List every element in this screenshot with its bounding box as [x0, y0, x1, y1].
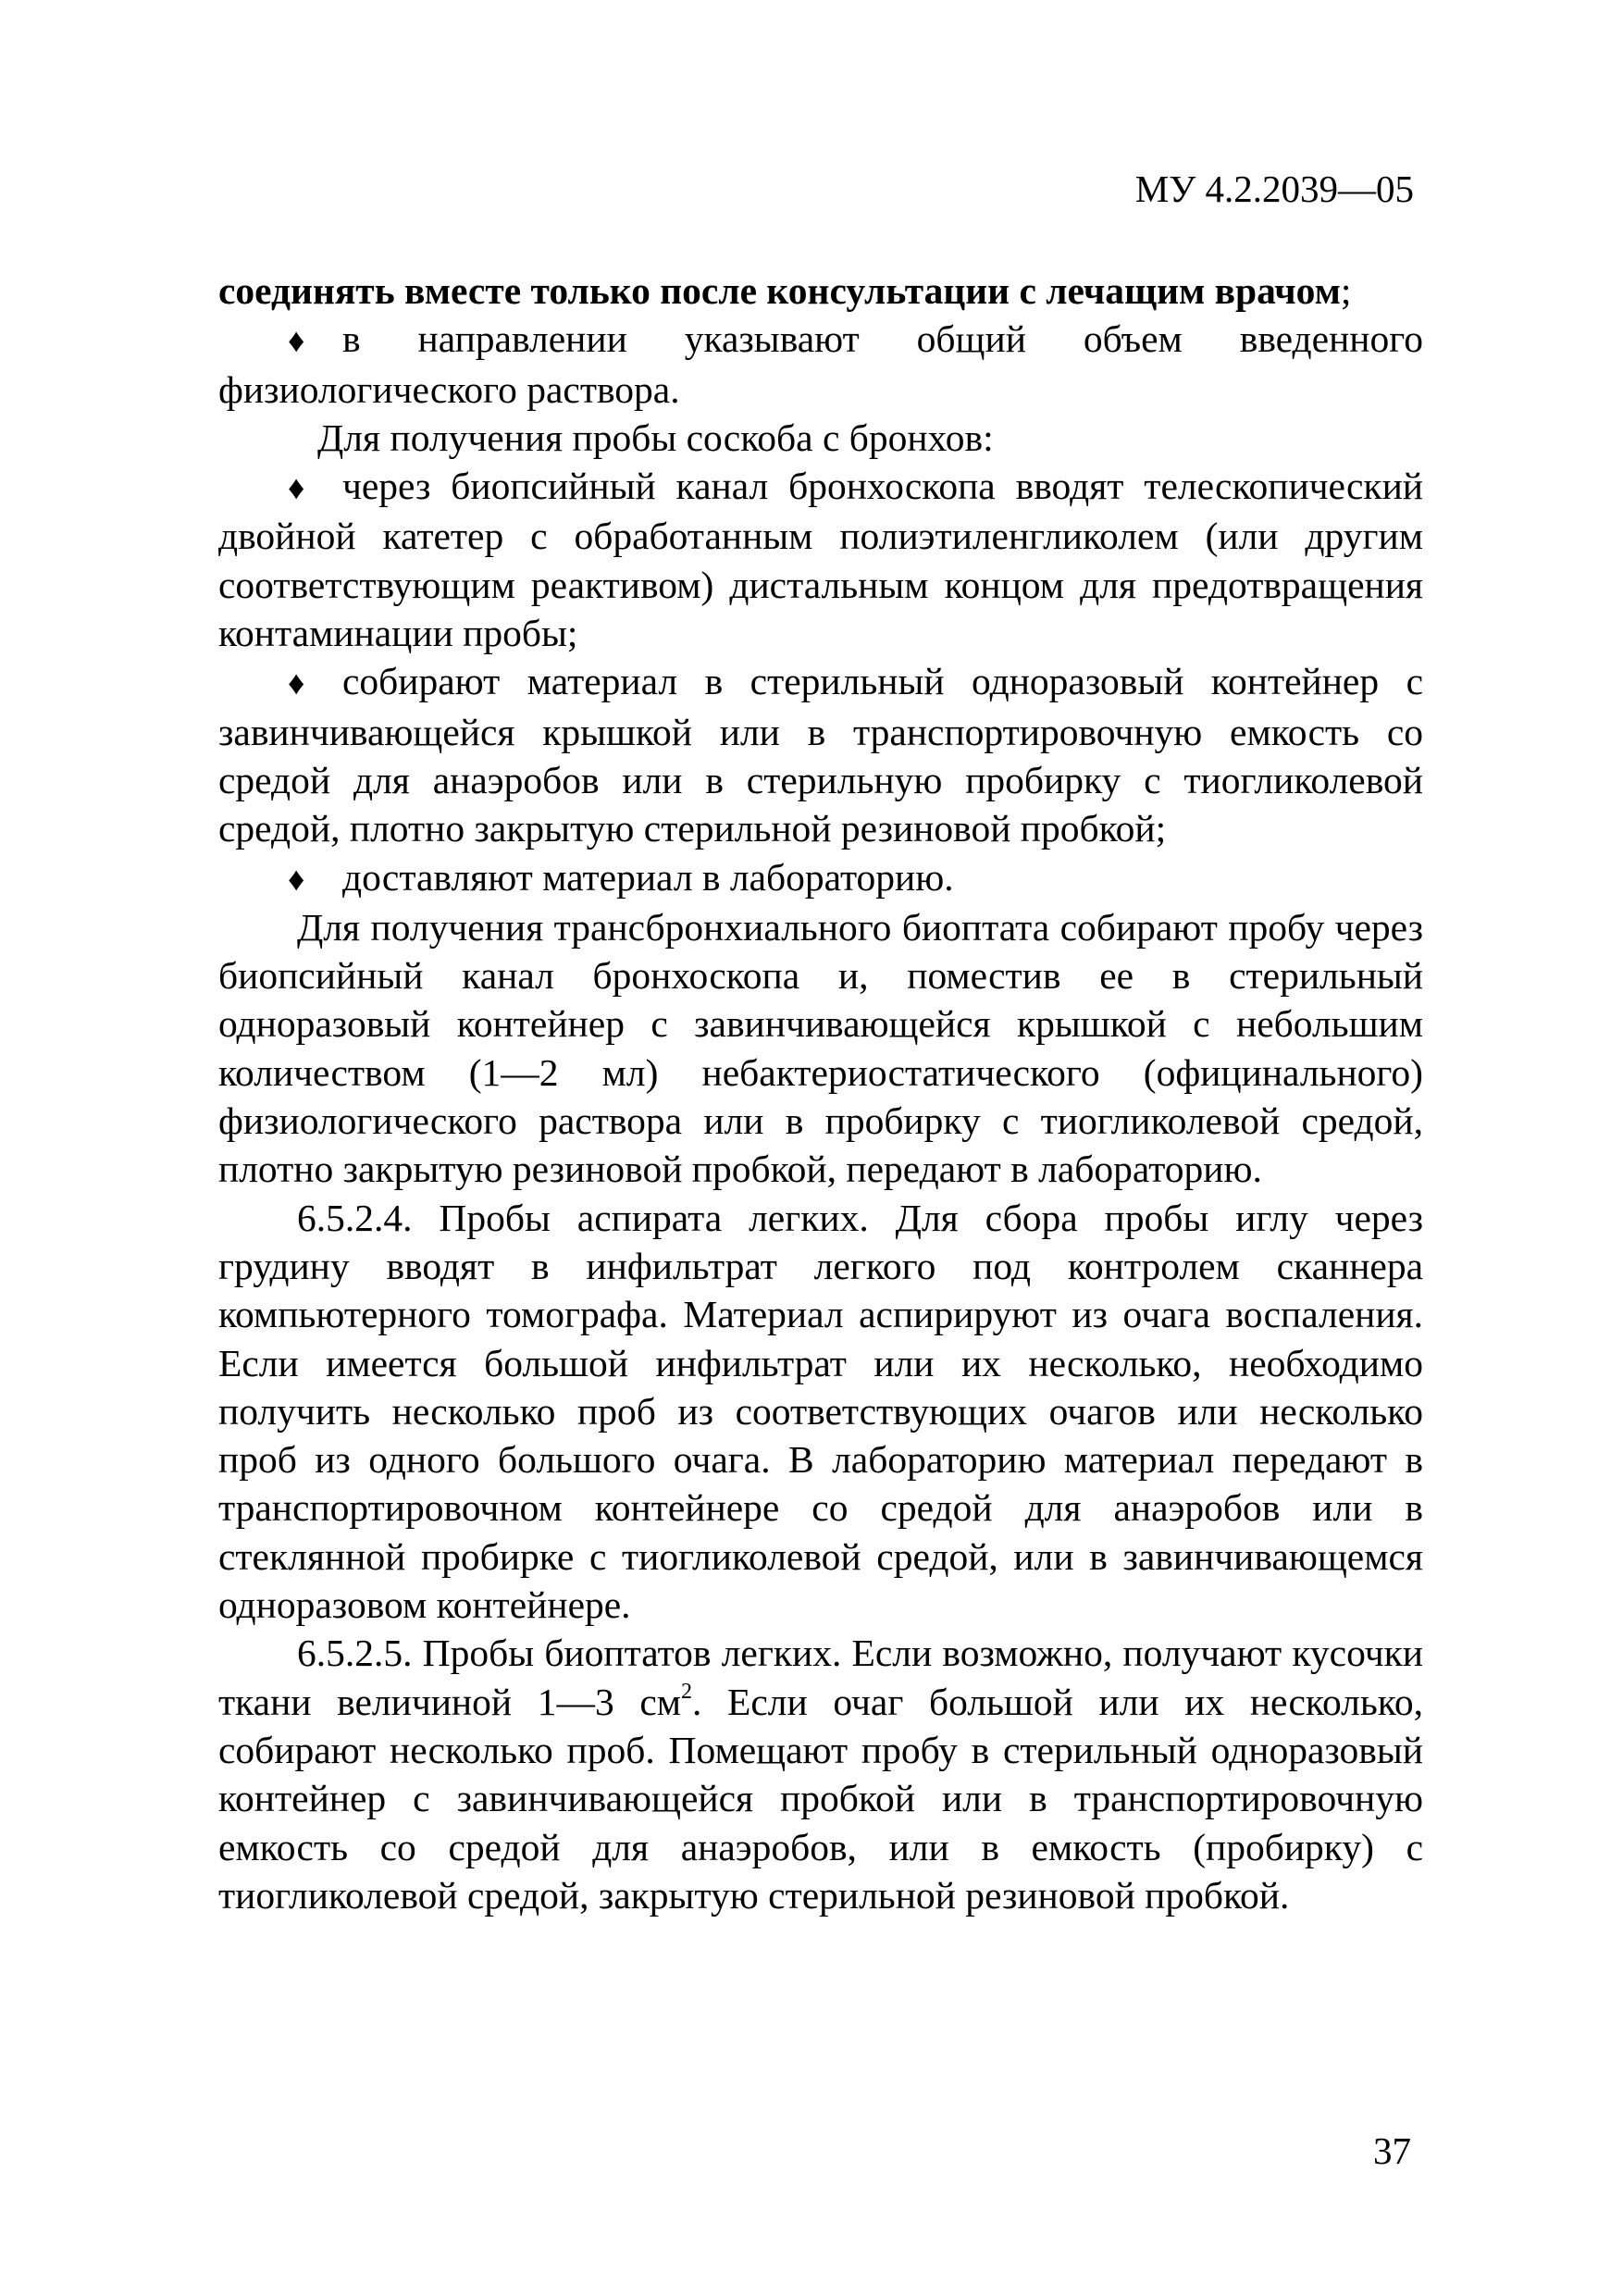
diamond-bullet-icon: ♦: [288, 469, 305, 507]
diamond-bullet-icon: ♦: [288, 860, 305, 898]
bullet-text: собирают материал в стерильный одноразовый контейнер с завинчивающейся крышкой или в транспортировочную емкость со средой для анаэробов или в стерильную пробирку с тиогликолевой средой, плотно закрытую стерильной резиновой пробкой;: [218, 660, 1423, 850]
page-number: 37: [1373, 2129, 1411, 2172]
diamond-bullet-icon: ♦: [288, 664, 305, 702]
bold-text: соединять вместе только после консультации с лечащим врачом: [218, 269, 1341, 312]
paragraph-section-6-5-2-4: 6.5.2.4. Пробы аспирата легких. Для сбора пробы иглу через грудину вводят в инфильтрат легкого под контролем сканнера компьютерного томографа. Материал аспирируют из очага воспаления. Если имеется большой инфильтрат или их несколько, необходимо получить несколько проб из соответствующих очагов или несколько проб из одного большого очага. В лабораторию материал передают в транспортировочном контейнере со средой для анаэробов или в стеклянной пробирке с тиогликолевой средой, или в завинчивающемся одноразовом контейнере.: [218, 1196, 1423, 1627]
paragraph-section-6-5-2-5: [218, 1629, 1423, 1919]
bullet-item: [218, 657, 1423, 852]
paragraph: Для получения пробы соскоба с бронхов:: [317, 416, 994, 459]
paragraph-continuation: [218, 267, 1423, 315]
bullet-item: [218, 315, 1423, 414]
bullet-item: [218, 462, 1423, 657]
diamond-bullet-icon: ♦: [288, 322, 305, 360]
paragraph-text: 6.5.2.5. Пробы биоптатов легких. Если возможно, получают кусочки ткани величиной 1—3 см: [218, 1632, 1423, 1723]
paragraph: Для получения трансбронхиального биоптата собирают пробу через биопсийный канал бронхоскопа и, поместив ее в стерильный одноразовый контейнер с завинчивающейся крышкой с небольшим количеством (1—2 мл) небактериостатического (официнального) физиологического раствора или в пробирку с тиогликолевой средой, плотно закрытую резиновой пробкой, передают в лабораторию.: [218, 905, 1423, 1191]
bullet-text: доставляют материал в лабораторию.: [342, 855, 954, 899]
text-body: [218, 267, 1423, 1919]
bullet-item: [218, 853, 1423, 903]
running-header: МУ 4.2.2039—05: [1134, 168, 1414, 210]
paragraph-text: . Если очаг большой или их несколько, собирают несколько проб. Помещают пробу в стерильный одноразовый контейнер с завинчивающейся пробкой или в транспортировочную емкость со средой для анаэробов, или в емкость (пробирку) с тиогликолевой средой, закрытую стерильной резиновой пробкой.: [218, 1680, 1423, 1917]
superscript: 2: [681, 1679, 693, 1704]
bullet-text: в направлении указывают общий объем введенного физиологического раствора.: [218, 317, 1423, 411]
bullet-text: через биопсийный канал бронхоскопа вводят телескопический двойной катетер с обработанным полиэтиленгликолем (или другим соответствующим реактивом) дистальным концом для предотвращения контаминации пробы;: [218, 465, 1423, 655]
paragraph-tail: ;: [1340, 269, 1352, 312]
